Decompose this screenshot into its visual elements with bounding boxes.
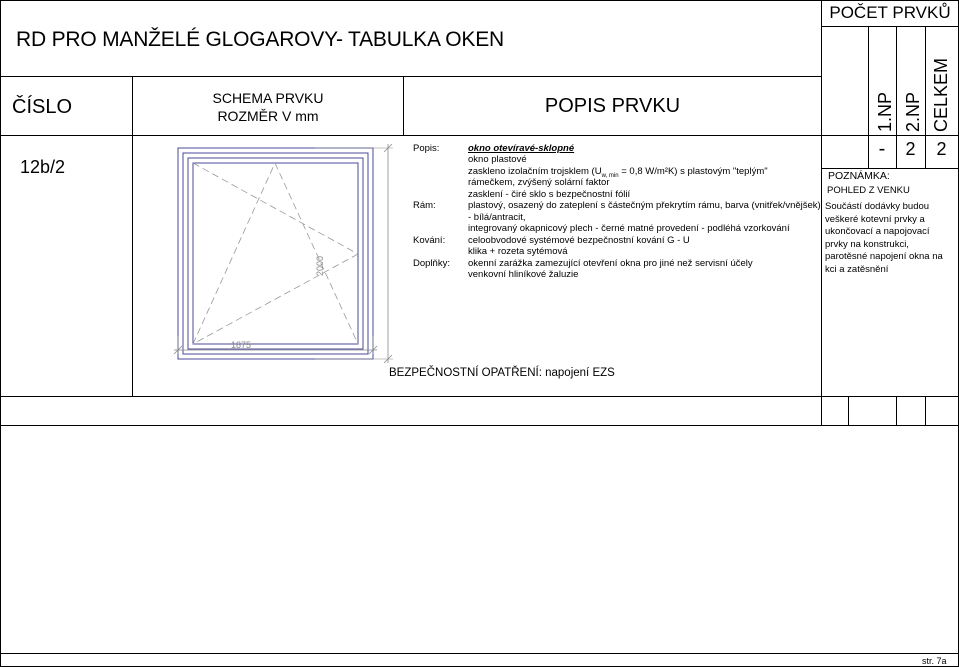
note-line: parotěsné napojení okna na [825, 251, 943, 263]
width-dimension: 1875 [231, 340, 252, 350]
page-title: RD PRO MANŽELÉ GLOGAROVY- TABULKA OKEN [16, 28, 504, 51]
desc-line: celoobvodové systémové bezpečnostní kování G - U [468, 235, 690, 246]
column-schema-line2: ROZMĚR V mm [217, 108, 319, 124]
sash-outer [188, 158, 363, 349]
desc-line: rámečkem, zvýšený solární faktor [468, 177, 610, 188]
label-popis: Popis: [413, 143, 440, 154]
turn-line-bottom [193, 254, 358, 344]
note-line: ukončovací a napojovací [825, 226, 930, 238]
note-line: veškeré kotevní prvky a [825, 213, 925, 225]
security-note: BEZPEČNOSTNÍ OPATŘENÍ: napojení EZS [389, 367, 615, 379]
desc-line-uw: zaskleno izolačním trojsklem ($U_{w, min} = 0,8$ W/m²K) s plastovým "teplým" [468, 166, 768, 179]
window-schema [133, 136, 403, 396]
desc-line: venkovní hliníkové žaluzie [468, 269, 579, 280]
turn-line-top [193, 163, 358, 254]
column-number: ČÍSLO [12, 96, 73, 118]
note-line: kci a zatěsnění [825, 263, 889, 275]
desc-line: - bílá/antracit, [468, 212, 526, 223]
note-title: POZNÁMKA: [828, 170, 890, 182]
label-doplnky: Doplňky: [413, 258, 450, 269]
label-ram: Rám: [413, 200, 436, 211]
note-line: Součástí dodávky budou [825, 201, 930, 212]
outer-frame [178, 148, 373, 359]
column-floor2: 2.NP [903, 91, 923, 132]
count-title: POČET PRVKŮ [829, 3, 951, 22]
count-2np: 2 [905, 139, 916, 159]
column-total: CELKEM [931, 57, 951, 132]
column-description: POPIS PRVKU [544, 95, 681, 117]
item-number: 12b/2 [20, 157, 66, 177]
count-1np: - [878, 138, 886, 160]
note-view: POHLED Z VENKU [827, 185, 910, 196]
desc-line: zasklení - čiré sklo s bezpečnostní fólií [468, 189, 631, 200]
desc-line: okno otevíravé-sklopné [468, 143, 575, 154]
column-floor1: 1.NP [875, 91, 895, 132]
desc-line: plastový, osazený do zateplení s částečným překrytím rámu, barva (vnitřek/vnějšek) [468, 200, 821, 211]
sash-inner [193, 163, 358, 344]
page-number: str. 7a [922, 656, 947, 666]
height-dimension: 2000 [315, 255, 325, 276]
tilt-line-left [193, 163, 275, 344]
note-line: prvky na konstrukci, [825, 238, 909, 250]
desc-line: klika + rozeta sytémová [468, 246, 568, 257]
desc-line: okno plastové [468, 154, 527, 165]
desc-line: okenní zarážka zamezující otevření okna pro jiné než servisní účely [468, 258, 753, 269]
count-total: 2 [936, 139, 947, 159]
tilt-line-right [275, 163, 358, 344]
label-kovani: Kování: [413, 235, 446, 246]
frame-inner [183, 153, 368, 354]
desc-line: integrovaný okapnicový plech - černé matné provedení - podléhá vzorkování [468, 223, 790, 234]
column-schema-line1: SCHEMA PRVKU [212, 90, 324, 106]
